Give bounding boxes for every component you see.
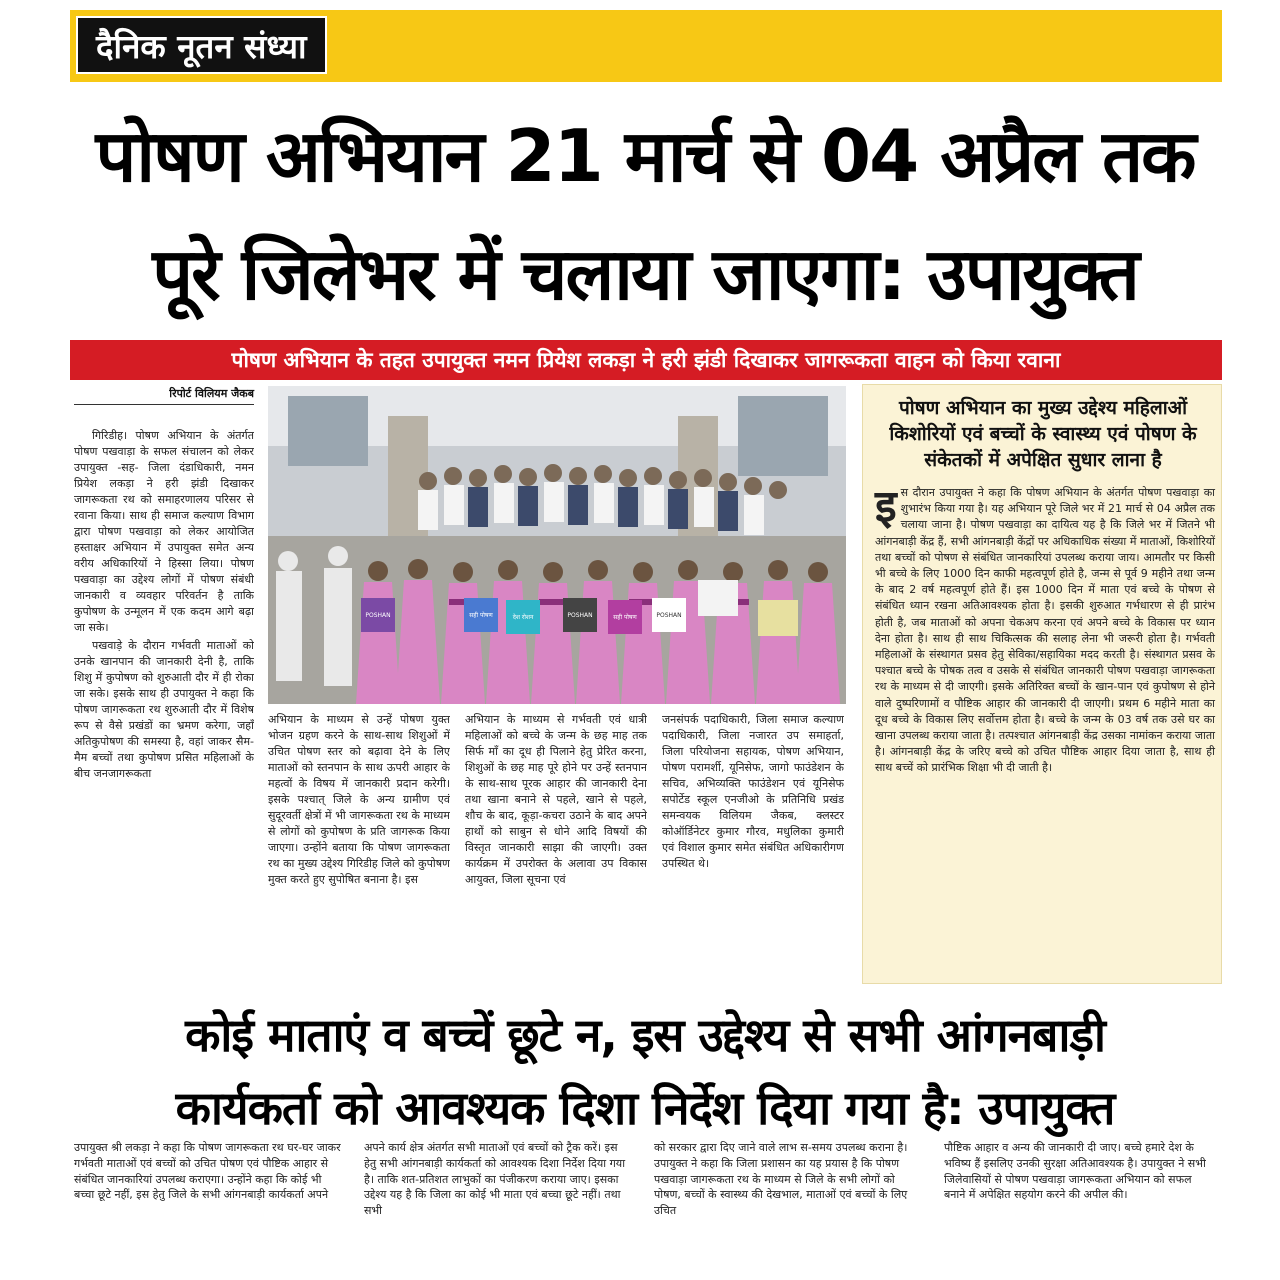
placard-text: POSHAN: [656, 612, 682, 619]
highlight-box-text: स दौरान उपायुक्त ने कहा कि पोषण अभियान के अंतर्गत पोषण पखवाड़ा का शुभारंभ किया गया है। यह अभियान पूरे जिले भर में 21 मार्च से 04 अप्रैल तक चलाया जाना है। पोषण पखवाड़ा का दायित्व यह है कि जिले भर में जितने भी आंगनबाड़ी केंद्र हैं, सभी आंगनबाड़ी केंद्रों पर अधिकाधिक संख्या में माताओं, किशोरियों तथा बच्चों को पोषण से संबंधित जानकारियां उपलब्ध कराया जाय। आमतौर पर किसी भी बच्चे के लिए 1000 दिन काफी महत्वपूर्ण होते है, जन्म से पूर्व 9 महीने तथा जन्म के बाद 2 वर्ष महत्वपूर्ण होते हैं। इस 1000 दिन में माता एवं बच्चे के पोषण से संबंधित ध्यान रखना अतिआवश्यक होता है। इसकी शुरुआत गर्भधारण से ही प्रारंभ होती है, जब माताओं को अपना चेकअप करना एवं अपने बच्चे के विकास पर ध्यान देना होता है। साथ ही साथ चिकित्सक की सलाह लेना भी जरूरी होता है। गर्भवती महिलाओं के संस्थागत प्रसव हेतु सेविका/सहायिका मदद करती है। संस्थागत प्रसव के पश्चात बच्चे के पोषक तत्व व उसके से संबंधित जानकारी पोषण पखवाड़ा जागरूकता रथ के माध्यम से दी जाएगी। इसके अतिरिक्त बच्चों के खान-पान एवं कुपोषण से होने वाले दुष्परिणामों व पौष्टिक आहार की जानकारी दी जाएगी। प्रथम 6 महीने माता का दूध बच्चे के विकास लिए सर्वोत्तम होता है। बच्चे के जन्म के 03 वर्ष तक उसे घर का खाना उपलब्ध कराया जाता है। तत्पश्चात आंगनबाड़ी केंद्र उसका नामांकन कराया जाता है। आंगनबाड़ी केंद्र के जरिए बच्चे को उचित पौष्टिक आहार दिया जाता है, साथ ही साथ बच्चें को प्रारंभिक शिक्षा भी दी जाती है।: [875, 486, 1215, 775]
article-paragraph: अभियान के माध्यम से गर्भवती एवं धात्री महिलाओं को बच्चे के जन्म के छह माह तक सिर्फ माँ का दूध ही पिलाने हेतु प्रेरित करना, शिशुओं के छह माह पूरे होने पर उन्हें स्तनपान के साथ-साथ पूरक आहार की जानकारी देना तथा खाना बनाने से पहले, खाने से पहले, शौच के बाद, कूड़ा-कचरा उठाने के बाद अपने हाथों को साबुन से धोने आदि विषयों की विस्तृत जानकारी साझा की जाएगी। उक्त कार्यक्रम में उपरोक्त के अलावा उप विकास आयुक्त, जिला सूचना एवं: [465, 713, 647, 886]
placard-text: POSHAN: [567, 612, 593, 619]
newspaper-name-box: [76, 16, 327, 74]
headline-line-2: पूरे जिलेभर में चलाया जाएगा: उपायुक्त: [152, 232, 1138, 316]
group-photo-illustration: [268, 386, 846, 704]
news-photo: [268, 386, 846, 704]
article-paragraph: पखवाड़े के दौरान गर्भवती माताओं को उनके खानपान की जानकारी देनी है, ताकि शिशु में कुपोषण को शुरुआती दौर में ही रोका जा सके। इसके साथ ही उपायुक्त ने कहा कि पोषण जागरूकता रथ शुरुआती दौर में विशेष रूप से वैसे प्रखंडों का भ्रमण करेगा, जहाँ अतिकुपोषण की समस्या है, वहां जाकर सैम-मैम बच्चों तथा कुपोषण प्रसित महिलाओं के बीच जनजागरूकता: [74, 639, 254, 780]
bottom-column-1: उपायुक्त श्री लकड़ा ने कहा कि पोषण जागरूकता रथ घर-घर जाकर गर्भवती माताओं एवं बच्चों को उचित पोषण एवं पौष्टिक आहार से संबंधित जानकारियां उपलब्ध कराएगा। उन्होंने कहा कि कोई भी बच्चा छूटे नहीं, इस हेतु जिले के सभी आंगनबाड़ी कार्यकर्ता अपने: [74, 1141, 341, 1202]
article-column-2: [268, 712, 450, 992]
placard-text: POSHAN: [365, 612, 391, 619]
article-paragraph: अभियान के माध्यम से उन्हें पोषण युक्त भोजन ग्रहण करने के साथ-साथ शिशुओं में उचित पोषण स्तर को बढ़ावा देने के लिए माताओं को स्तनपान के साथ ऊपरी आहार के महत्वों के विषय में जानकारी प्रदान करेगी। इसके पश्चात् जिले के अन्य ग्रामीण एवं सुदूरवर्ती क्षेत्रों में भी जागरूकता रथ के माध्यम से लोगों को कुपोषण के प्रति जागरूक किया जाएगा। उन्होंने बताया कि पोषण जागरूकता रथ का मुख्य उद्देश्य गिरिडीह जिले को कुपोषण मुक्त करते हुए सुपोषित बनाना है। इस: [268, 713, 450, 886]
newspaper-name: दैनिक नूतन संध्या: [96, 26, 307, 66]
article-column-3: [465, 712, 647, 992]
placard-text: सही पोषण: [613, 614, 637, 621]
placard-text: देश रोशन: [512, 614, 534, 621]
bottom-column-4: पौष्टिक आहार व अन्य की जानकारी दी जाए। बच्चे हमारे देश के भविष्य हैं इसलिए उनकी सुरक्षा अतिआवश्यक है। उपायुक्त ने सभी जिलेवासियों से पोषण पखवाड़ा जागरूकता अभियान को सफल बनाने में अपेक्षित सहयोग करने की अपील की।: [944, 1141, 1206, 1202]
headline-line-1: पोषण अभियान 21 मार्च से 04 अप्रैल तक: [95, 114, 1195, 198]
highlight-box: [862, 384, 1222, 984]
drop-cap: इ: [875, 481, 897, 532]
placard-text: सही पोषण: [469, 612, 493, 619]
bottom-column-2: अपने कार्य क्षेत्र अंतर्गत सभी माताओं एवं बच्चों को ट्रैक करें। इस हेतु सभी आंगनबाड़ी कार्यकर्ता को आवश्यक दिशा निर्देश दिया गया है। ताकि शत-प्रतिशत लाभुकों का पंजीकरण कराया जाए। इसका उद्देश्य यह है कि जिला का कोई भी माता एवं बच्चा छूटे नहीं। तथा सभी: [364, 1141, 626, 1218]
article-paragraph: जनसंपर्क पदाधिकारी, जिला समाज कल्याण पदाधिकारी, जिला नजारत उप समाहर्ता, जिला परियोजना सहायक, पोषण अभियान, पोषण परामर्शी, यूनिसेफ, जागो फाउंडेशन के सचिव, अभिव्यक्ति फाउंडेशन एवं यूनिसेफ सपोर्टेड स्कूल एनजीओ के प्रतिनिधि प्रखंड समन्वयक विलियम जैकब, क्लस्टर कोऑर्डिनेटर कुमार गौरव, मधुलिका कुमारी एवं विशाल कुमार समेत संबंधित अधिकारीगण उपस्थित थे।: [662, 713, 844, 870]
subheadline-line-2: कार्यकर्ता को आवश्यक दिशा निर्देश दिया गया है: उपायुक्त: [175, 1081, 1115, 1135]
subheadline-line-1: कोई माताएं व बच्चें छूटे न, इस उद्देश्य से सभी आंगनबाड़ी: [185, 1008, 1105, 1062]
highlight-box-title: पोषण अभियान का मुख्य उद्देश्य महिलाओं किशोरियों एवं बच्चों के स्वास्थ्य एवं पोषण के संकेतकों में अपेक्षित सुधार लाना है: [889, 397, 1197, 471]
masthead-bar: [70, 10, 1222, 82]
deck-strip: पोषण अभियान के तहत उपायुक्त नमन प्रियेश लकड़ा ने हरी झंडी दिखाकर जागरूकता वाहन को किया रवाना: [70, 340, 1222, 380]
byline: रिपोर्ट विलियम जैकब: [74, 386, 254, 405]
highlight-box-body: [875, 481, 1215, 777]
article-paragraph: गिरिडीह। पोषण अभियान के अंतर्गत पोषण पखवाड़ा के सफल संचालन को लेकर उपायुक्त -सह- जिला दंडाधिकारी, नमन प्रियेश लकड़ा ने हरी झंडी दिखाकर जागरूकता रथ को समाहरणालय परिसर से रवाना किया। साथ ही समाज कल्याण विभाग द्वारा पोषण पखवाड़ा को लेकर आयोजित हस्ताक्षर अभियान में उपायुक्त समेत अन्य वरीय अधिकारियों ने हिस्सा लिया। पोषण पखवाड़ा का उद्देश्य लोगों में पोषण संबंधी जानकारी व व्यवहार परिवर्तन है ताकि कुपोषण के उन्मूलन में एक कदम आगे बढ़ा जा सके।: [74, 429, 254, 634]
article-column-4: [662, 712, 844, 992]
article-column-1: [74, 428, 254, 988]
bottom-column-3: को सरकार द्वारा दिए जाने वाले लाभ स-समय उपलब्ध कराना है। उपायुक्त ने कहा कि जिला प्रशासन का यह प्रयास है कि पोषण पखवाड़ा जागरूकता रथ के माध्यम से जिले के सभी लोगों को पोषण, बच्चों के स्वास्थ्य की देखभाल, माताओं एवं बच्चों के लिए उचित: [654, 1141, 908, 1218]
